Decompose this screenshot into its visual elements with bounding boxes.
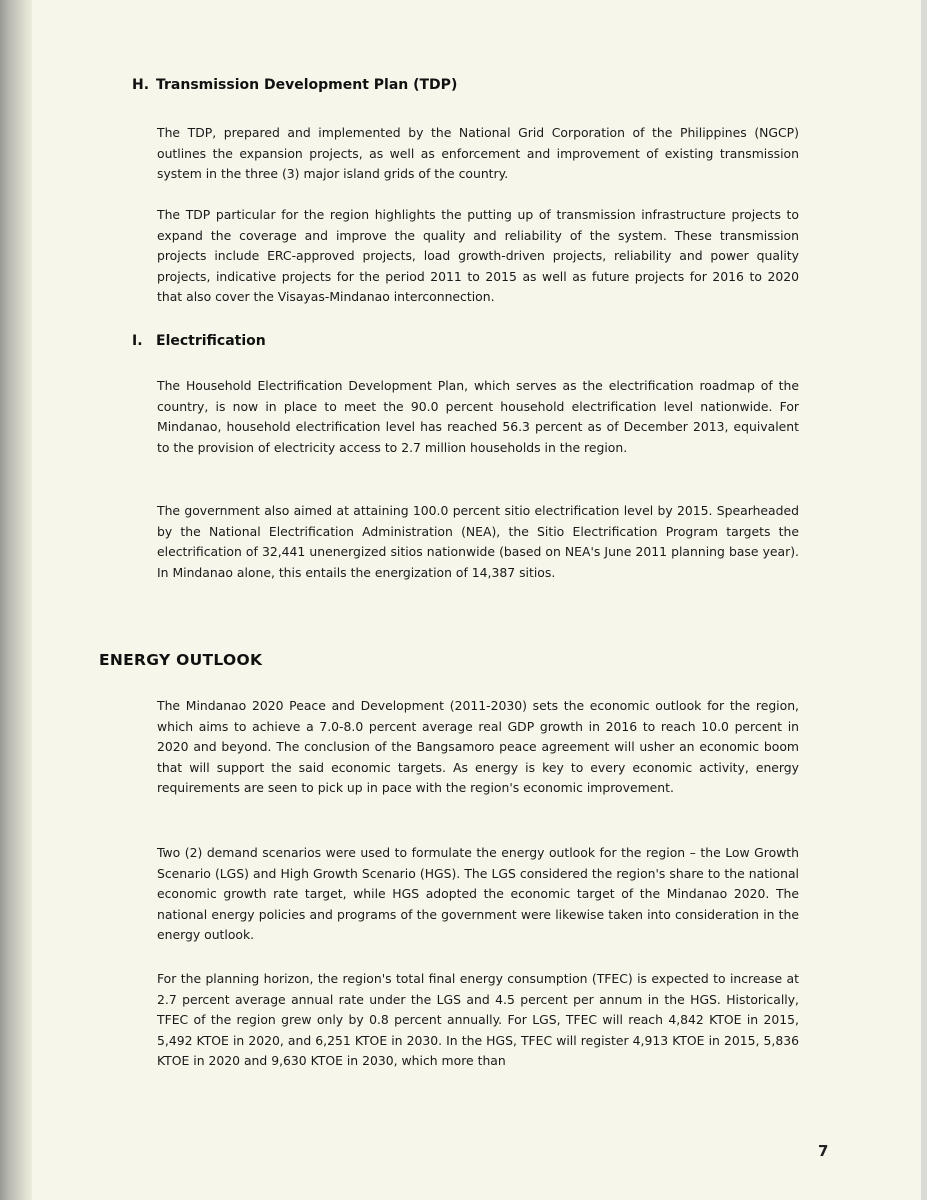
outlook-paragraph-3: For the planning horizon, the region's total final energy consumption (TFEC) is expected to increase at 2.7 percent average annual rate under the LGS and 4.5 percent per annum in the HGS. Historically, TFEC of the region grew only by 0.8 percent annually. For LGS, TFEC will reach 4,842 KTOE in 2015, 5,492 KTOE in 2020, and 6,251 KTOE in 2030. In the HGS, TFEC will register 4,913 KTOE in 2015, 5,836 KTOE in 2020 and 9,630 KTOE in 2030, which more than [157, 971, 799, 1068]
section-h-paragraph-1: The TDP, prepared and implemented by the National Grid Corporation of the Philippines (NGCP) outlines the expansion projects, as well as enforcement and improvement of existing transmission system in the three (3) major island grids of the country. [157, 125, 799, 181]
section-h-heading [132, 77, 457, 93]
section-i-title: Electrification [156, 333, 266, 349]
page-number: 7 [818, 1142, 829, 1160]
section-h-number: H. [132, 77, 150, 93]
scan-right-edge [921, 0, 927, 1200]
section-i-paragraph-2: The government also aimed at attaining 100.0 percent sitio electrification level by 2015. Spearheaded by the National Electrification Administration (NEA), the Sitio Electrification Program targets the electrification of 32,441 unenergized sitios nationwide (based on NEA's June 2011 planning base year). In Mindanao alone, this entails the energization of 14,387 sitios. [157, 503, 799, 580]
section-i-heading [132, 333, 266, 349]
outlook-paragraph-1: The Mindanao 2020 Peace and Development (2011-2030) sets the economic outlook for the region, which aims to achieve a 7.0-8.0 percent average real GDP growth in 2016 to reach 10.0 percent in 2020 and beyond. The conclusion of the Bangsamoro peace agreement will usher an economic boom that will support the said economic targets. As energy is key to every economic activity, energy requirements are seen to pick up in pace with the region's economic improvement. [157, 698, 799, 795]
energy-outlook-heading: ENERGY OUTLOOK [99, 651, 263, 669]
section-h-title: Transmission Development Plan (TDP) [156, 77, 458, 93]
section-h-paragraph-2: The TDP particular for the region highlights the putting up of transmission infrastructure projects to expand the coverage and improve the quality and reliability of the system. These transmission projects include ERC-approved projects, load growth-driven projects, reliability and power quality projects, indicative projects for the period 2011 to 2015 as well as future projects for 2016 to 2020 that also cover the Visayas-Mindanao interconnection. [157, 207, 799, 304]
section-i-paragraph-1: The Household Electrification Development Plan, which serves as the electrification roadmap of the country, is now in place to meet the 90.0 percent household electrification level nationwide. For Mindanao, household electrification level has reached 56.3 percent as of December 2013, equivalent to the provision of electricity access to 2.7 million households in the region. [157, 378, 799, 455]
scan-binding-edge [0, 0, 32, 1200]
outlook-paragraph-2: Two (2) demand scenarios were used to formulate the energy outlook for the region – the Low Growth Scenario (LGS) and High Growth Scenario (HGS). The LGS considered the region's share to the national economic growth rate target, while HGS adopted the economic target of the Mindanao 2020. The national energy policies and programs of the government were likewise taken into consideration in the energy outlook. [157, 845, 799, 942]
section-i-number: I. [132, 333, 143, 349]
